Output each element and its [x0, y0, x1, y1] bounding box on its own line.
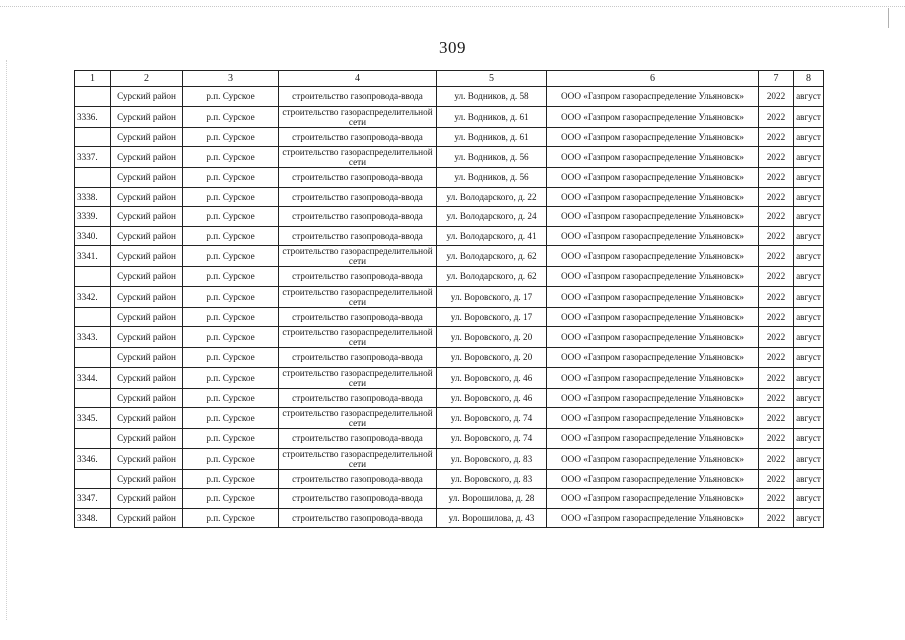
row-number: 3348.: [75, 508, 111, 528]
row-number: 3347.: [75, 489, 111, 509]
organization-cell: ООО «Газпром газораспределение Ульяновск»: [547, 168, 759, 188]
settlement-cell: р.п. Сурское: [183, 286, 279, 307]
row-number: [75, 348, 111, 368]
work-type-cell: строительство газопровода-ввода: [279, 489, 437, 509]
table-row: [75, 106, 824, 127]
month-cell: август: [794, 429, 824, 449]
address-cell: ул. Володарского, д. 24: [437, 207, 547, 227]
district-cell: Сурский район: [111, 307, 183, 327]
work-type-cell: строительство газораспределительной сети: [279, 367, 437, 388]
settlement-cell: р.п. Сурское: [183, 327, 279, 348]
table-row: [75, 367, 824, 388]
work-type-cell: строительство газопровода-ввода: [279, 469, 437, 489]
header-col-3: 3: [183, 71, 279, 87]
organization-cell: ООО «Газпром газораспределение Ульяновск»: [547, 469, 759, 489]
settlement-cell: р.п. Сурское: [183, 508, 279, 528]
row-number: 3344.: [75, 367, 111, 388]
header-col-6: 6: [547, 71, 759, 87]
district-cell: Сурский район: [111, 448, 183, 469]
address-cell: ул. Воровского, д. 17: [437, 307, 547, 327]
organization-cell: ООО «Газпром газораспределение Ульяновск»: [547, 207, 759, 227]
organization-cell: ООО «Газпром газораспределение Ульяновск»: [547, 147, 759, 168]
address-cell: ул. Воровского, д. 83: [437, 469, 547, 489]
work-type-cell: строительство газораспределительной сети: [279, 246, 437, 267]
organization-cell: ООО «Газпром газораспределение Ульяновск»: [547, 448, 759, 469]
month-cell: август: [794, 388, 824, 408]
organization-cell: ООО «Газпром газораспределение Ульяновск»: [547, 307, 759, 327]
year-cell: 2022: [759, 87, 794, 107]
table-body: [75, 87, 824, 528]
registry-table: [74, 70, 824, 528]
district-cell: Сурский район: [111, 367, 183, 388]
table-row: [75, 327, 824, 348]
row-number: 3339.: [75, 207, 111, 227]
district-cell: Сурский район: [111, 348, 183, 368]
district-cell: Сурский район: [111, 127, 183, 147]
table-row: [75, 267, 824, 287]
month-cell: август: [794, 106, 824, 127]
header-col-5: 5: [437, 71, 547, 87]
year-cell: 2022: [759, 388, 794, 408]
work-type-cell: строительство газораспределительной сети: [279, 286, 437, 307]
year-cell: 2022: [759, 127, 794, 147]
district-cell: Сурский район: [111, 327, 183, 348]
table-row: [75, 87, 824, 107]
work-type-cell: строительство газопровода-ввода: [279, 226, 437, 246]
month-cell: август: [794, 286, 824, 307]
work-type-cell: строительство газопровода-ввода: [279, 388, 437, 408]
row-number: 3340.: [75, 226, 111, 246]
settlement-cell: р.п. Сурское: [183, 168, 279, 188]
month-cell: август: [794, 469, 824, 489]
year-cell: 2022: [759, 408, 794, 429]
page-number: 309: [439, 38, 466, 57]
settlement-cell: р.п. Сурское: [183, 388, 279, 408]
table-row: [75, 408, 824, 429]
row-number: [75, 168, 111, 188]
district-cell: Сурский район: [111, 388, 183, 408]
organization-cell: ООО «Газпром газораспределение Ульяновск»: [547, 87, 759, 107]
address-cell: ул. Водников, д. 58: [437, 87, 547, 107]
header-col-8: 8: [794, 71, 824, 87]
organization-cell: ООО «Газпром газораспределение Ульяновск»: [547, 429, 759, 449]
scan-edge-right: [888, 8, 889, 28]
organization-cell: ООО «Газпром газораспределение Ульяновск»: [547, 408, 759, 429]
work-type-cell: строительство газопровода-ввода: [279, 508, 437, 528]
month-cell: август: [794, 226, 824, 246]
month-cell: август: [794, 207, 824, 227]
organization-cell: ООО «Газпром газораспределение Ульяновск»: [547, 286, 759, 307]
district-cell: Сурский район: [111, 168, 183, 188]
address-cell: ул. Володарского, д. 62: [437, 267, 547, 287]
row-number: 3336.: [75, 106, 111, 127]
table-row: [75, 388, 824, 408]
table-row: [75, 489, 824, 509]
address-cell: ул. Ворошилова, д. 43: [437, 508, 547, 528]
table-row: [75, 207, 824, 227]
year-cell: 2022: [759, 348, 794, 368]
settlement-cell: р.п. Сурское: [183, 429, 279, 449]
row-number: [75, 267, 111, 287]
year-cell: 2022: [759, 168, 794, 188]
month-cell: август: [794, 307, 824, 327]
district-cell: Сурский район: [111, 429, 183, 449]
address-cell: ул. Воровского, д. 74: [437, 429, 547, 449]
organization-cell: ООО «Газпром газораспределение Ульяновск»: [547, 106, 759, 127]
row-number: 3345.: [75, 408, 111, 429]
table-row: [75, 127, 824, 147]
work-type-cell: строительство газопровода-ввода: [279, 267, 437, 287]
work-type-cell: строительство газопровода-ввода: [279, 87, 437, 107]
district-cell: Сурский район: [111, 469, 183, 489]
organization-cell: ООО «Газпром газораспределение Ульяновск»: [547, 388, 759, 408]
work-type-cell: строительство газораспределительной сети: [279, 408, 437, 429]
header-col-4: 4: [279, 71, 437, 87]
row-number: [75, 429, 111, 449]
organization-cell: ООО «Газпром газораспределение Ульяновск»: [547, 267, 759, 287]
address-cell: ул. Ворошилова, д. 28: [437, 489, 547, 509]
organization-cell: ООО «Газпром газораспределение Ульяновск»: [547, 367, 759, 388]
organization-cell: ООО «Газпром газораспределение Ульяновск»: [547, 508, 759, 528]
work-type-cell: строительство газораспределительной сети: [279, 147, 437, 168]
year-cell: 2022: [759, 307, 794, 327]
settlement-cell: р.п. Сурское: [183, 307, 279, 327]
district-cell: Сурский район: [111, 267, 183, 287]
settlement-cell: р.п. Сурское: [183, 408, 279, 429]
row-number: 3342.: [75, 286, 111, 307]
settlement-cell: р.п. Сурское: [183, 207, 279, 227]
work-type-cell: строительство газопровода-ввода: [279, 348, 437, 368]
month-cell: август: [794, 408, 824, 429]
year-cell: 2022: [759, 327, 794, 348]
header-col-2: 2: [111, 71, 183, 87]
month-cell: август: [794, 508, 824, 528]
year-cell: 2022: [759, 429, 794, 449]
work-type-cell: строительство газопровода-ввода: [279, 207, 437, 227]
year-cell: 2022: [759, 286, 794, 307]
district-cell: Сурский район: [111, 246, 183, 267]
scan-edge-left: [6, 60, 7, 620]
settlement-cell: р.п. Сурское: [183, 87, 279, 107]
work-type-cell: строительство газопровода-ввода: [279, 187, 437, 207]
district-cell: Сурский район: [111, 187, 183, 207]
row-number: 3338.: [75, 187, 111, 207]
row-number: 3337.: [75, 147, 111, 168]
month-cell: август: [794, 168, 824, 188]
address-cell: ул. Водников, д. 61: [437, 106, 547, 127]
table-row: [75, 429, 824, 449]
address-cell: ул. Володарского, д. 22: [437, 187, 547, 207]
row-number: [75, 469, 111, 489]
address-cell: ул. Воровского, д. 20: [437, 348, 547, 368]
address-cell: ул. Володарского, д. 41: [437, 226, 547, 246]
table-row: [75, 508, 824, 528]
organization-cell: ООО «Газпром газораспределение Ульяновск»: [547, 327, 759, 348]
table-row: [75, 168, 824, 188]
month-cell: август: [794, 87, 824, 107]
month-cell: август: [794, 127, 824, 147]
address-cell: ул. Воровского, д. 46: [437, 367, 547, 388]
work-type-cell: строительство газораспределительной сети: [279, 106, 437, 127]
work-type-cell: строительство газопровода-ввода: [279, 307, 437, 327]
table-row: [75, 147, 824, 168]
row-number: [75, 307, 111, 327]
address-cell: ул. Володарского, д. 62: [437, 246, 547, 267]
month-cell: август: [794, 267, 824, 287]
work-type-cell: строительство газопровода-ввода: [279, 429, 437, 449]
row-number: [75, 87, 111, 107]
organization-cell: ООО «Газпром газораспределение Ульяновск»: [547, 187, 759, 207]
table-row: [75, 286, 824, 307]
settlement-cell: р.п. Сурское: [183, 448, 279, 469]
table-row: [75, 469, 824, 489]
month-cell: август: [794, 367, 824, 388]
work-type-cell: строительство газораспределительной сети: [279, 327, 437, 348]
row-number: [75, 127, 111, 147]
row-number: [75, 388, 111, 408]
header-col-1: 1: [75, 71, 111, 87]
work-type-cell: строительство газораспределительной сети: [279, 448, 437, 469]
month-cell: август: [794, 348, 824, 368]
organization-cell: ООО «Газпром газораспределение Ульяновск»: [547, 226, 759, 246]
header-row: [75, 71, 824, 87]
organization-cell: ООО «Газпром газораспределение Ульяновск»: [547, 489, 759, 509]
organization-cell: ООО «Газпром газораспределение Ульяновск»: [547, 246, 759, 267]
settlement-cell: р.п. Сурское: [183, 469, 279, 489]
address-cell: ул. Воровского, д. 17: [437, 286, 547, 307]
settlement-cell: р.п. Сурское: [183, 267, 279, 287]
table-row: [75, 307, 824, 327]
address-cell: ул. Водников, д. 56: [437, 168, 547, 188]
address-cell: ул. Воровского, д. 20: [437, 327, 547, 348]
table-row: [75, 226, 824, 246]
year-cell: 2022: [759, 106, 794, 127]
settlement-cell: р.п. Сурское: [183, 147, 279, 168]
address-cell: ул. Воровского, д. 74: [437, 408, 547, 429]
month-cell: август: [794, 187, 824, 207]
month-cell: август: [794, 448, 824, 469]
year-cell: 2022: [759, 246, 794, 267]
header-col-7: 7: [759, 71, 794, 87]
row-number: 3343.: [75, 327, 111, 348]
organization-cell: ООО «Газпром газораспределение Ульяновск»: [547, 348, 759, 368]
work-type-cell: строительство газопровода-ввода: [279, 127, 437, 147]
work-type-cell: строительство газопровода-ввода: [279, 168, 437, 188]
table-row: [75, 246, 824, 267]
row-number: 3346.: [75, 448, 111, 469]
year-cell: 2022: [759, 267, 794, 287]
district-cell: Сурский район: [111, 286, 183, 307]
settlement-cell: р.п. Сурское: [183, 226, 279, 246]
year-cell: 2022: [759, 147, 794, 168]
year-cell: 2022: [759, 226, 794, 246]
settlement-cell: р.п. Сурское: [183, 187, 279, 207]
month-cell: август: [794, 246, 824, 267]
district-cell: Сурский район: [111, 207, 183, 227]
row-number: 3341.: [75, 246, 111, 267]
table-row: [75, 448, 824, 469]
district-cell: Сурский район: [111, 87, 183, 107]
organization-cell: ООО «Газпром газораспределение Ульяновск»: [547, 127, 759, 147]
year-cell: 2022: [759, 187, 794, 207]
district-cell: Сурский район: [111, 508, 183, 528]
settlement-cell: р.п. Сурское: [183, 106, 279, 127]
year-cell: 2022: [759, 207, 794, 227]
address-cell: ул. Водников, д. 56: [437, 147, 547, 168]
district-cell: Сурский район: [111, 408, 183, 429]
settlement-cell: р.п. Сурское: [183, 348, 279, 368]
month-cell: август: [794, 489, 824, 509]
scan-edge-top: [0, 6, 905, 7]
address-cell: ул. Воровского, д. 83: [437, 448, 547, 469]
district-cell: Сурский район: [111, 489, 183, 509]
table-row: [75, 187, 824, 207]
district-cell: Сурский район: [111, 106, 183, 127]
address-cell: ул. Воровского, д. 46: [437, 388, 547, 408]
settlement-cell: р.п. Сурское: [183, 367, 279, 388]
settlement-cell: р.п. Сурское: [183, 489, 279, 509]
month-cell: август: [794, 147, 824, 168]
settlement-cell: р.п. Сурское: [183, 246, 279, 267]
year-cell: 2022: [759, 448, 794, 469]
year-cell: 2022: [759, 489, 794, 509]
address-cell: ул. Водников, д. 61: [437, 127, 547, 147]
year-cell: 2022: [759, 469, 794, 489]
month-cell: август: [794, 327, 824, 348]
year-cell: 2022: [759, 367, 794, 388]
year-cell: 2022: [759, 508, 794, 528]
district-cell: Сурский район: [111, 147, 183, 168]
district-cell: Сурский район: [111, 226, 183, 246]
table-row: [75, 348, 824, 368]
settlement-cell: р.п. Сурское: [183, 127, 279, 147]
